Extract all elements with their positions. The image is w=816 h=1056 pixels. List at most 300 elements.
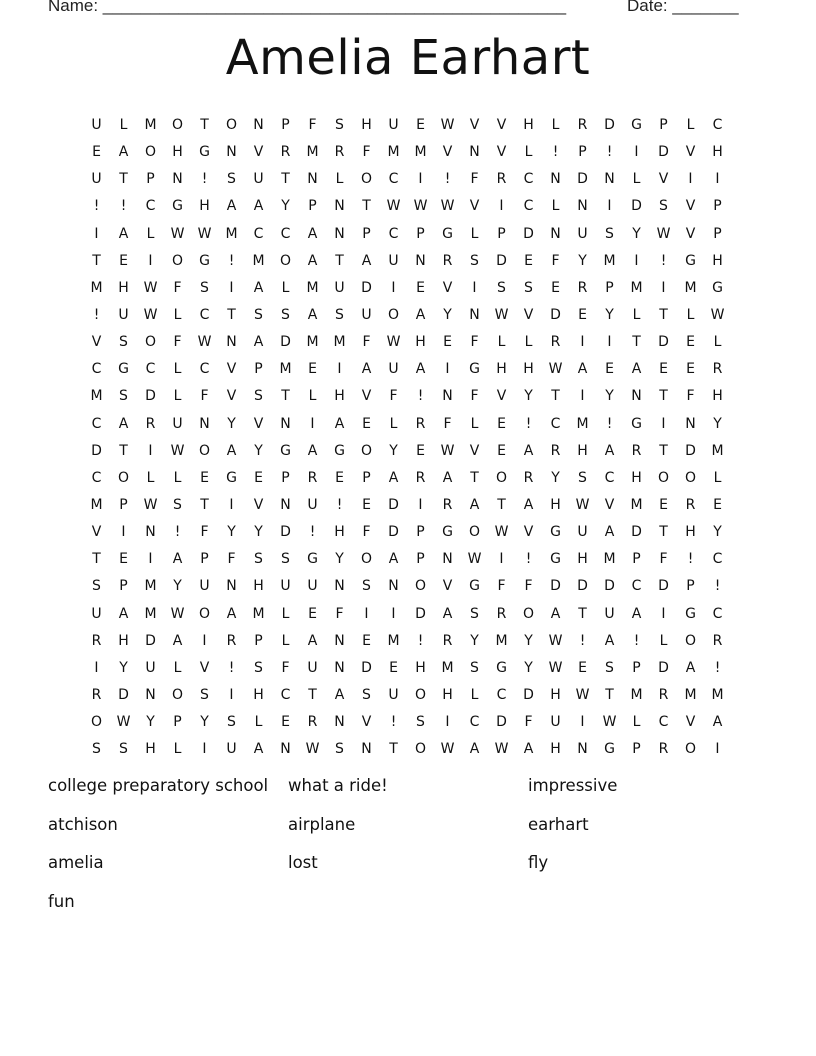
grid-letter: M: [90, 496, 103, 513]
grid-letter: L: [713, 469, 722, 486]
grid-letter: M: [387, 144, 400, 161]
grid-letter: H: [199, 198, 210, 215]
grid-letter: N: [415, 252, 426, 269]
grid-letter: A: [523, 496, 534, 513]
grid-letter: T: [119, 442, 128, 459]
grid-letter: F: [470, 171, 479, 188]
grid-letter: A: [604, 524, 615, 541]
grid-letter: W: [467, 551, 482, 568]
grid-letter: D: [631, 198, 642, 215]
grid-letter: L: [281, 605, 290, 622]
grid-letter: H: [712, 388, 723, 405]
grid-letter: V: [253, 415, 264, 432]
grid-letter: U: [226, 741, 237, 758]
grid-letter: !: [228, 659, 235, 676]
grid-letter: N: [226, 144, 237, 161]
grid-letter: Y: [578, 252, 587, 269]
grid-letter: O: [414, 686, 427, 703]
grid-letter: P: [173, 714, 182, 731]
grid-letter: M: [576, 415, 589, 432]
grid-letter: T: [551, 388, 560, 405]
grid-letter: R: [550, 442, 561, 459]
grid-letter: S: [254, 306, 263, 323]
grid-letter: C: [550, 415, 561, 432]
grid-letter: R: [307, 714, 318, 731]
grid-letter: S: [254, 551, 263, 568]
grid-letter: A: [415, 361, 426, 378]
grid-letter: O: [468, 524, 481, 541]
grid-letter: P: [362, 225, 371, 242]
grid-letter: V: [91, 524, 102, 541]
grid-letter: M: [90, 388, 103, 405]
grid-letter: I: [202, 741, 207, 758]
grid-letter: A: [685, 659, 696, 676]
grid-letter: E: [362, 632, 371, 649]
grid-letter: D: [631, 524, 642, 541]
grid-letter: O: [684, 632, 697, 649]
grid-letter: R: [523, 469, 534, 486]
grid-letter: W: [440, 741, 455, 758]
grid-letter: A: [523, 442, 534, 459]
grid-letter: F: [200, 388, 209, 405]
grid-letter: N: [631, 388, 642, 405]
grid-letter: N: [442, 388, 453, 405]
grid-letter: S: [470, 605, 479, 622]
grid-letter: L: [389, 415, 398, 432]
grid-letter: Y: [605, 306, 614, 323]
grid-letter: L: [497, 334, 506, 351]
grid-letter: S: [119, 741, 128, 758]
grid-letter: D: [118, 686, 129, 703]
grid-letter: W: [386, 334, 401, 351]
grid-letter: G: [442, 524, 453, 541]
grid-letter: C: [388, 225, 399, 242]
grid-letter: A: [307, 306, 318, 323]
grid-letter: N: [145, 686, 156, 703]
grid-letter: P: [146, 171, 155, 188]
grid-letter: U: [604, 605, 615, 622]
grid-letter: D: [523, 686, 534, 703]
grid-letter: P: [119, 578, 128, 595]
grid-letter: F: [173, 279, 182, 296]
grid-letter: C: [280, 225, 291, 242]
word-bank-item: lost: [288, 853, 318, 873]
grid-letter: F: [524, 714, 533, 731]
grid-letter: H: [685, 524, 696, 541]
grid-letter: H: [523, 361, 534, 378]
grid-letter: V: [442, 279, 453, 296]
grid-letter: G: [631, 415, 642, 432]
grid-letter: M: [684, 279, 697, 296]
grid-letter: G: [604, 741, 615, 758]
grid-letter: M: [711, 442, 724, 459]
grid-letter: F: [200, 524, 209, 541]
grid-letter: W: [197, 225, 212, 242]
grid-letter: L: [173, 741, 182, 758]
grid-letter: L: [632, 171, 641, 188]
grid-letter: !: [120, 198, 127, 215]
grid-letter: V: [442, 144, 453, 161]
grid-letter: L: [335, 171, 344, 188]
grid-letter: E: [497, 442, 506, 459]
grid-letter: U: [361, 306, 372, 323]
grid-letter: A: [712, 714, 723, 731]
grid-letter: L: [254, 714, 263, 731]
grid-letter: E: [659, 496, 668, 513]
grid-letter: U: [577, 225, 588, 242]
grid-letter: D: [658, 578, 669, 595]
grid-letter: F: [659, 551, 668, 568]
grid-letter: W: [440, 442, 455, 459]
grid-letter: V: [523, 306, 534, 323]
grid-letter: N: [469, 306, 480, 323]
grid-letter: S: [524, 279, 533, 296]
grid-letter: I: [445, 714, 450, 731]
grid-letter: E: [686, 334, 695, 351]
grid-letter: P: [416, 524, 425, 541]
grid-letter: L: [470, 686, 479, 703]
grid-letter: F: [281, 659, 290, 676]
grid-letter: H: [577, 551, 588, 568]
grid-letter: T: [281, 388, 290, 405]
grid-letter: Y: [443, 306, 452, 323]
grid-letter: E: [497, 415, 506, 432]
grid-letter: P: [281, 117, 290, 133]
grid-letter: R: [685, 496, 696, 513]
grid-letter: T: [362, 198, 371, 215]
grid-letter: T: [497, 496, 506, 513]
grid-letter: E: [362, 415, 371, 432]
grid-letter: R: [226, 632, 237, 649]
grid-letter: V: [91, 334, 102, 351]
grid-letter: F: [497, 578, 506, 595]
grid-letter: M: [603, 551, 616, 568]
grid-letter: !: [714, 578, 721, 595]
grid-letter: A: [388, 469, 399, 486]
grid-letter: S: [200, 686, 209, 703]
grid-letter: M: [414, 144, 427, 161]
grid-letter: V: [496, 388, 507, 405]
grid-letter: R: [415, 415, 426, 432]
grid-letter: D: [496, 252, 507, 269]
grid-letter: D: [415, 605, 426, 622]
grid-letter: S: [254, 388, 263, 405]
grid-letter: V: [253, 496, 264, 513]
grid-letter: S: [605, 225, 614, 242]
grid-letter: M: [441, 659, 454, 676]
grid-letter: !: [174, 524, 181, 541]
grid-letter: S: [497, 279, 506, 296]
grid-letter: U: [118, 306, 129, 323]
grid-letter: V: [604, 496, 615, 513]
grid-letter: F: [362, 524, 371, 541]
grid-letter: P: [713, 198, 722, 215]
grid-letter: E: [308, 605, 317, 622]
grid-letter: Y: [389, 442, 398, 459]
grid-letter: D: [577, 171, 588, 188]
grid-letter: !: [660, 252, 667, 269]
grid-letter: A: [604, 442, 615, 459]
grid-letter: I: [94, 225, 99, 242]
grid-letter: I: [607, 334, 612, 351]
grid-letter: H: [361, 117, 372, 133]
grid-letter: O: [522, 605, 535, 622]
grid-letter: M: [630, 496, 643, 513]
grid-letter: S: [119, 334, 128, 351]
grid-letter: L: [119, 117, 128, 133]
grid-letter: W: [305, 741, 320, 758]
grid-letter: A: [226, 442, 237, 459]
grid-letter: D: [658, 659, 669, 676]
grid-letter: L: [659, 632, 668, 649]
grid-letter: R: [415, 469, 426, 486]
grid-letter: G: [280, 442, 291, 459]
grid-letter: M: [225, 225, 238, 242]
grid-letter: M: [630, 686, 643, 703]
grid-letter: Y: [470, 632, 479, 649]
grid-letter: S: [335, 306, 344, 323]
grid-letter: N: [280, 496, 291, 513]
grid-letter: C: [199, 361, 210, 378]
grid-letter: H: [253, 578, 264, 595]
grid-letter: L: [146, 469, 155, 486]
grid-letter: E: [551, 279, 560, 296]
grid-letter: W: [143, 279, 158, 296]
grid-letter: V: [361, 714, 372, 731]
grid-letter: G: [442, 225, 453, 242]
grid-letter: T: [659, 306, 668, 323]
grid-letter: A: [604, 632, 615, 649]
grid-letter: Y: [227, 524, 236, 541]
grid-letter: U: [91, 605, 102, 622]
grid-letter: G: [631, 117, 642, 133]
grid-letter: U: [199, 578, 210, 595]
grid-letter: U: [388, 117, 399, 133]
grid-letter: W: [440, 117, 455, 133]
grid-letter: D: [685, 442, 696, 459]
grid-letter: U: [280, 578, 291, 595]
grid-letter: N: [199, 415, 210, 432]
grid-letter: T: [119, 171, 128, 188]
grid-letter: O: [198, 605, 211, 622]
grid-letter: U: [388, 252, 399, 269]
grid-letter: O: [360, 171, 373, 188]
grid-letter: L: [470, 415, 479, 432]
grid-letter: C: [91, 469, 102, 486]
grid-letter: I: [715, 741, 720, 758]
grid-letter: E: [578, 306, 587, 323]
grid-letter: R: [91, 686, 102, 703]
grid-letter: D: [658, 334, 669, 351]
grid-letter: C: [91, 361, 102, 378]
grid-letter: D: [388, 524, 399, 541]
grid-letter: A: [469, 741, 480, 758]
grid-letter: F: [470, 334, 479, 351]
grid-letter: C: [496, 686, 507, 703]
grid-letter: F: [173, 334, 182, 351]
grid-letter: A: [118, 225, 129, 242]
grid-letter: G: [550, 524, 561, 541]
grid-letter: G: [172, 198, 183, 215]
grid-letter: E: [200, 469, 209, 486]
grid-letter: E: [416, 442, 425, 459]
word-bank-item: amelia: [48, 853, 104, 873]
grid-letter: C: [712, 605, 723, 622]
grid-letter: !: [552, 144, 559, 161]
grid-letter: E: [308, 361, 317, 378]
grid-letter: Y: [632, 225, 641, 242]
grid-letter: D: [604, 117, 615, 133]
grid-letter: N: [334, 578, 345, 595]
grid-letter: E: [119, 252, 128, 269]
grid-letter: L: [281, 632, 290, 649]
grid-letter: C: [604, 469, 615, 486]
grid-letter: !: [714, 659, 721, 676]
grid-letter: E: [389, 659, 398, 676]
grid-letter: W: [170, 225, 185, 242]
grid-letter: P: [713, 225, 722, 242]
grid-letter: !: [417, 632, 424, 649]
grid-letter: O: [495, 469, 508, 486]
grid-letter: I: [661, 415, 666, 432]
grid-letter: D: [361, 279, 372, 296]
grid-letter: O: [225, 117, 238, 133]
word-bank-item: fly: [528, 853, 549, 873]
grid-letter: N: [550, 225, 561, 242]
grid-letter: Y: [551, 469, 560, 486]
grid-letter: C: [388, 171, 399, 188]
grid-letter: G: [550, 551, 561, 568]
grid-letter: N: [226, 578, 237, 595]
grid-letter: G: [199, 252, 210, 269]
name-field-label: Name: _________________________________________________: [48, 0, 567, 15]
grid-letter: S: [227, 714, 236, 731]
grid-letter: A: [577, 361, 588, 378]
grid-letter: T: [605, 686, 614, 703]
grid-letter: D: [550, 578, 561, 595]
grid-letter: I: [580, 388, 585, 405]
grid-letter: A: [253, 741, 264, 758]
grid-letter: G: [307, 551, 318, 568]
grid-letter: L: [173, 361, 182, 378]
grid-letter: N: [685, 415, 696, 432]
grid-letter: S: [416, 714, 425, 731]
grid-letter: A: [307, 225, 318, 242]
grid-letter: Y: [173, 578, 182, 595]
word-bank-item: atchison: [48, 814, 118, 834]
grid-letter: L: [146, 225, 155, 242]
grid-letter: M: [144, 578, 157, 595]
grid-letter: S: [659, 198, 668, 215]
grid-letter: M: [495, 632, 508, 649]
word-bank-item: what a ride!: [288, 776, 388, 795]
word-bank-item: earhart: [528, 814, 589, 834]
grid-letter: U: [577, 524, 588, 541]
grid-letter: W: [656, 225, 671, 242]
grid-letter: T: [200, 117, 209, 133]
grid-letter: P: [416, 551, 425, 568]
grid-letter: F: [470, 388, 479, 405]
grid-letter: N: [226, 334, 237, 351]
grid-letter: Y: [524, 388, 533, 405]
grid-letter: A: [334, 415, 345, 432]
grid-letter: D: [91, 442, 102, 459]
grid-letter: O: [657, 469, 670, 486]
grid-letter: N: [307, 171, 318, 188]
grid-letter: O: [414, 578, 427, 595]
grid-letter: U: [172, 415, 183, 432]
grid-letter: S: [92, 741, 101, 758]
grid-letter: E: [443, 334, 452, 351]
grid-letter: I: [499, 198, 504, 215]
grid-letter: G: [469, 578, 480, 595]
grid-letter: M: [333, 334, 346, 351]
grid-letter: P: [497, 225, 506, 242]
grid-letter: G: [226, 469, 237, 486]
grid-letter: P: [632, 741, 641, 758]
grid-letter: W: [494, 306, 509, 323]
grid-letter: S: [362, 578, 371, 595]
grid-letter: H: [415, 334, 426, 351]
grid-letter: E: [659, 361, 668, 378]
grid-letter: W: [494, 741, 509, 758]
date-field-label: Date: _______: [627, 0, 739, 15]
grid-letter: !: [93, 198, 100, 215]
grid-letter: Y: [119, 659, 128, 676]
grid-letter: R: [577, 279, 588, 296]
grid-letter: R: [442, 632, 453, 649]
grid-letter: A: [307, 252, 318, 269]
letter-grid: [83, 112, 731, 763]
grid-letter: P: [119, 496, 128, 513]
grid-letter: H: [145, 741, 156, 758]
grid-letter: N: [334, 714, 345, 731]
grid-letter: Y: [524, 632, 533, 649]
word-bank: [48, 776, 768, 931]
grid-letter: S: [173, 496, 182, 513]
grid-letter: !: [687, 551, 694, 568]
grid-letter: !: [417, 388, 424, 405]
grid-letter: V: [658, 171, 669, 188]
grid-letter: N: [388, 578, 399, 595]
grid-letter: S: [119, 388, 128, 405]
grid-letter: O: [144, 144, 157, 161]
grid-letter: P: [254, 632, 263, 649]
grid-letter: P: [362, 469, 371, 486]
grid-letter: I: [148, 252, 153, 269]
grid-letter: U: [307, 659, 318, 676]
grid-letter: T: [335, 252, 344, 269]
grid-letter: V: [253, 144, 264, 161]
grid-letter: M: [306, 144, 319, 161]
grid-letter: E: [362, 496, 371, 513]
grid-letter: M: [711, 686, 724, 703]
grid-letter: O: [171, 686, 184, 703]
grid-letter: I: [229, 686, 234, 703]
grid-letter: W: [170, 605, 185, 622]
grid-letter: I: [661, 279, 666, 296]
grid-letter: F: [686, 388, 695, 405]
grid-letter: !: [525, 415, 532, 432]
grid-letter: T: [200, 496, 209, 513]
grid-letter: D: [550, 306, 561, 323]
grid-letter: C: [145, 198, 156, 215]
grid-letter: T: [308, 686, 317, 703]
grid-letter: C: [523, 198, 534, 215]
grid-letter: I: [148, 442, 153, 459]
grid-letter: G: [685, 605, 696, 622]
grid-letter: H: [334, 524, 345, 541]
